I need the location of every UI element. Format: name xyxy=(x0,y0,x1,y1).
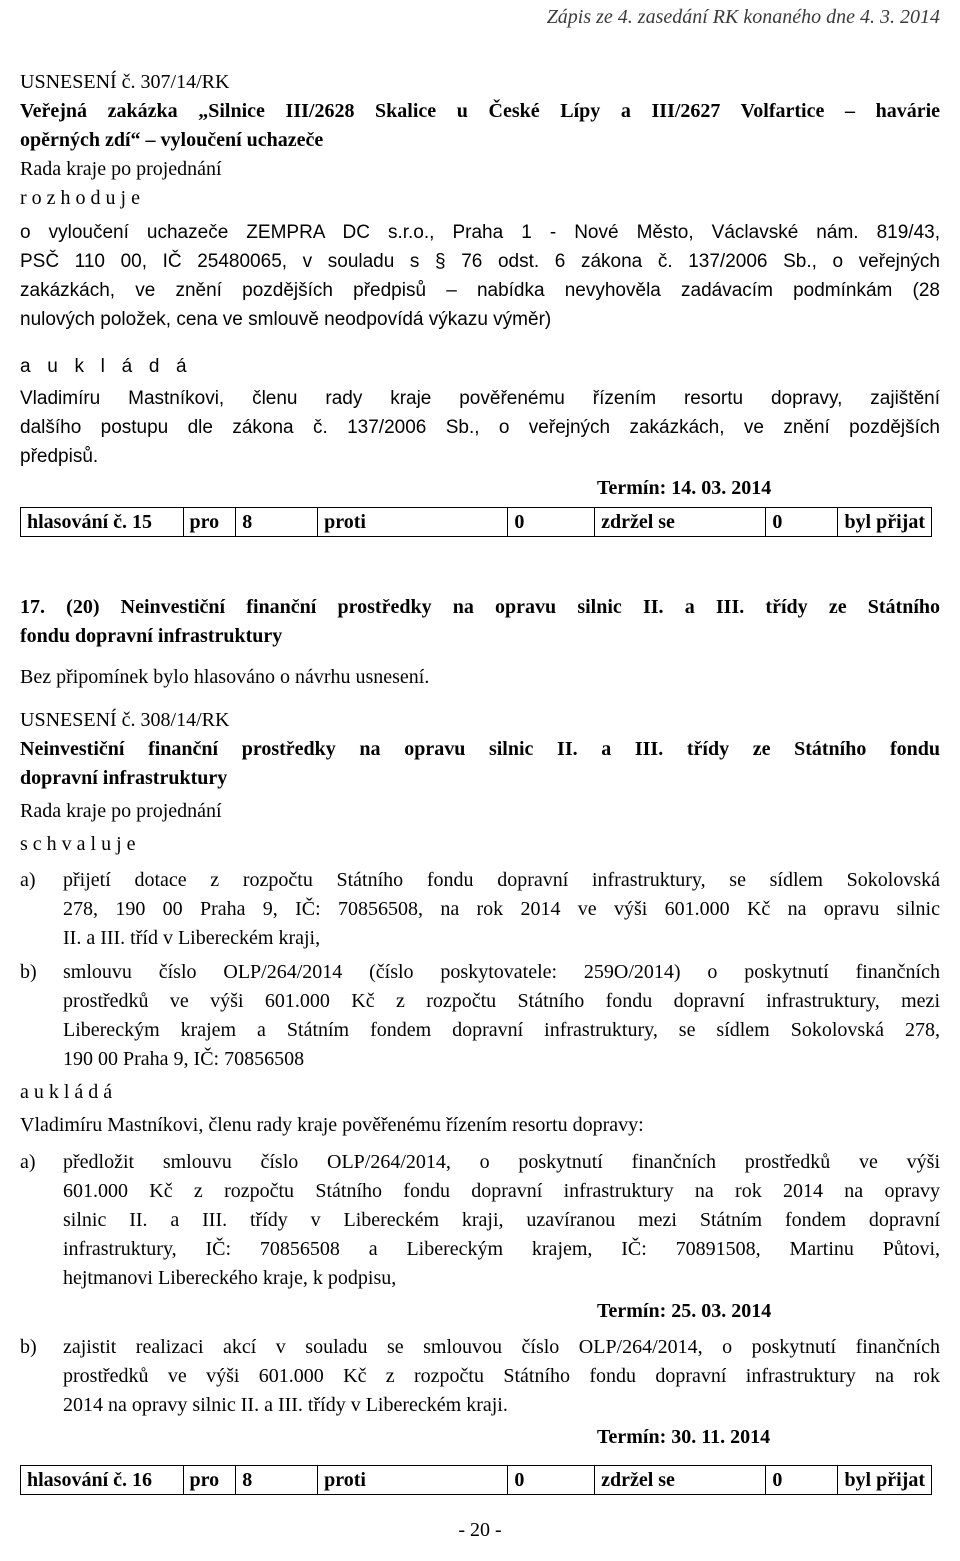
vote-zdrzel-label: zdržel se xyxy=(595,1466,766,1495)
resolution-308-deadline-b: Termín: 30. 11. 2014 xyxy=(597,1426,771,1448)
resolution-308-deadline-a: Termín: 25. 03. 2014 xyxy=(597,1300,772,1322)
vote-zdrzel-count: 0 xyxy=(766,508,838,537)
vote-result: byl přijat xyxy=(838,508,932,537)
resolution-308-subject-line-1: Neinvestiční finanční prostředky na opravu silnic II. a III. třídy ze Státního fondu xyxy=(20,738,940,760)
agenda-item-17-heading-line-2: fondu dopravní infrastruktury xyxy=(20,625,283,647)
page-number: - 20 - xyxy=(458,1519,502,1541)
resolution-307-title: USNESENÍ č. 307/14/RK xyxy=(20,71,230,93)
vote-pro-count: 8 xyxy=(236,508,318,537)
vote-pro-count: 8 xyxy=(236,1466,318,1495)
agenda-item-17-heading-line-1: 17. (20) Neinvestiční finanční prostředky na opravu silnic II. a III. třídy ze Státního xyxy=(20,596,940,618)
vote-proti-label: proti xyxy=(318,508,508,537)
resolution-308-task-intro: Vladimíru Mastníkovi, členu rady kraje pověřenému řízením resortu dopravy: xyxy=(20,1114,644,1136)
resolution-307-deadline: Termín: 14. 03. 2014 xyxy=(597,477,772,499)
vote-zdrzel-count: 0 xyxy=(766,1466,838,1495)
vote-table-16 xyxy=(20,1465,932,1495)
agenda-item-17-note: Bez připomínek bylo hlasováno o návrhu usnesení. xyxy=(20,666,430,688)
vote-result: byl přijat xyxy=(838,1466,932,1495)
resolution-307-verb-assigns: a u k l á d á xyxy=(20,356,193,377)
resolution-308-verb-assigns: a u k l á d á xyxy=(20,1081,113,1103)
vote-zdrzel-label: zdržel se xyxy=(595,508,766,537)
resolution-307-task-text: Vladimíru Mastníkovi, členu rady kraje pověřenému řízením resortu dopravy, zajištění dalšího postupu dle zákona č. 137/2006 Sb., o veřejných zakázkách, ve znění pozdějších předpisů. xyxy=(20,388,940,467)
resolution-307-subject-line-1: Veřejná zakázka „Silnice III/2628 Skalice u České Lípy a III/2627 Volfartice – havárie xyxy=(20,100,940,122)
resolution-308-verb-approves: s c h v a l u j e xyxy=(20,833,136,855)
resolution-308-subject-line-2: dopravní infrastruktury xyxy=(20,767,228,789)
vote-proti-count: 0 xyxy=(508,1466,595,1495)
resolution-307-council: Rada kraje po projednání xyxy=(20,158,222,180)
vote-label: hlasování č. 16 xyxy=(21,1466,184,1495)
document-page: Zápis ze 4. zasedání RK konaného dne 4. 3. 2014 USNESENÍ č. 307/14/RK Veřejná zakázka „Silnice III/2628 Skalice u České Lípy a III/2627 Volfartice – havárie opěrných zdí“ – vyloučení uchazeče Rada kraje po projednání r o z h o d u j e o vyloučení uchazeče ZEMPRA DC s.r.o., Praha 1 - Nové Město, Václavské nám. 819/43, PSČ 110 00, IČ 25480065, v souladu s § 76 odst. 6 zákona č. 137/2006 Sb., o veřejných zakázkách, ve znění pozdějších předpisů – nabídka nevyhověla zadávacím podmínkám (28 nulových položek, cena ve smlouvě neodpovídá výkazu výměr) a u k l á d á Vladimíru Mastníkovi, členu rady kraje pověřenému řízením resortu dopravy, zajištění dalšího postupu dle zákona č. 137/2006 Sb., o veřejných zakázkách, ve znění pozdějších předpisů. Termín: 14. 03. 2014 hlasování č. 15 pro 8 proti 0 zdržel se 0 byl přijat 17. (20) Neinvestiční finanční prostředky na opravu silnic II. a III. třídy ze Státního fondu dopravní infrastruktury Bez připomínek bylo hlasováno o návrhu usnesení. USNESENÍ č. 308/14/RK Neinvestiční finanční prostředky na opravu silnic II. a III. třídy ze Státního fondu dopravní infrastruktury Rada kraje po projednání s c h v a l u j e a) přijetí dotace z rozpočtu Státního fondu dopravní infrastruktury, se sídlem Sokolovská 278, 190 00 Praha 9, IČ: 70856508, na rok 2014 ve výši 601.000 Kč na opravu silnic II. a III. tříd v Libereckém kraji, b) smlouvu číslo OLP/264/2014 (číslo poskytovatele: 259O/2014) o poskytnutí finančních prostředků ve výši 601.000 Kč z rozpočtu Státního fondu dopravní infrastruktury, mezi Libereckým krajem a Státním fondem dopravní infrastruktury, se sídlem Sokolovská 278, 190 00 Praha 9, IČ: 70856508 a u k l á d á Vladimíru Mastníkovi, členu rady kraje pověřenému řízením resortu dopravy: a) předložit smlouvu číslo OLP/264/2014, o poskytnutí finančních prostředků ve výši 601.000 Kč z rozpočtu Státního fondu dopravní infrastruktury na rok 2014 na opravy silnic II. a III. třídy v Libereckém kraji, uzavíranou mezi Státním fondem dopravní infrastruktury, IČ: 70856508 a Libereckým krajem, IČ: 70891508, Martinu Půtovi, hejtmanovi Libereckého kraje, k podpisu, Termín: 25. 03. 2014 b) zajistit realizaci akcí v souladu se smlouvou číslo OLP/264/2014, o poskytnutí finančních prostředků ve výši 601.000 Kč z rozpočtu Státního fondu dopravní infrastruktury na rok 2014 na opravy silnic II. a III. třídy v Libereckém kraji. Termín: 30. 11. 2014 hlasování č. 16 pro 8 proti 0 zdržel se 0 byl přijat - 20 - xyxy=(0,0,960,1561)
resolution-307-subject-line-2: opěrných zdí“ – vyloučení uchazeče xyxy=(20,129,324,151)
vote-table-15 xyxy=(20,507,932,537)
page-header: Zápis ze 4. zasedání RK konaného dne 4. 3. 2014 xyxy=(546,6,940,28)
vote-proti-count: 0 xyxy=(508,508,595,537)
vote-pro-label: pro xyxy=(183,508,236,537)
resolution-308-title: USNESENÍ č. 308/14/RK xyxy=(20,709,230,731)
resolution-308-council: Rada kraje po projednání xyxy=(20,800,222,822)
vote-proti-label: proti xyxy=(318,1466,508,1495)
vote-label: hlasování č. 15 xyxy=(21,508,184,537)
resolution-307-decision-text: o vyloučení uchazeče ZEMPRA DC s.r.o., Praha 1 - Nové Město, Václavské nám. 819/43, PSČ 110 00, IČ 25480065, v souladu s § 76 odst. 6 zákona č. 137/2006 Sb., o veřejných zakázkách, ve znění pozdějších předpisů – nabídka nevyhověla zadávacím podmínkám (28 nulových položek, cena ve smlouvě neodpovídá výkazu výměr) xyxy=(20,222,940,330)
resolution-307-verb-decides: r o z h o d u j e xyxy=(20,187,140,209)
vote-pro-label: pro xyxy=(183,1466,236,1495)
